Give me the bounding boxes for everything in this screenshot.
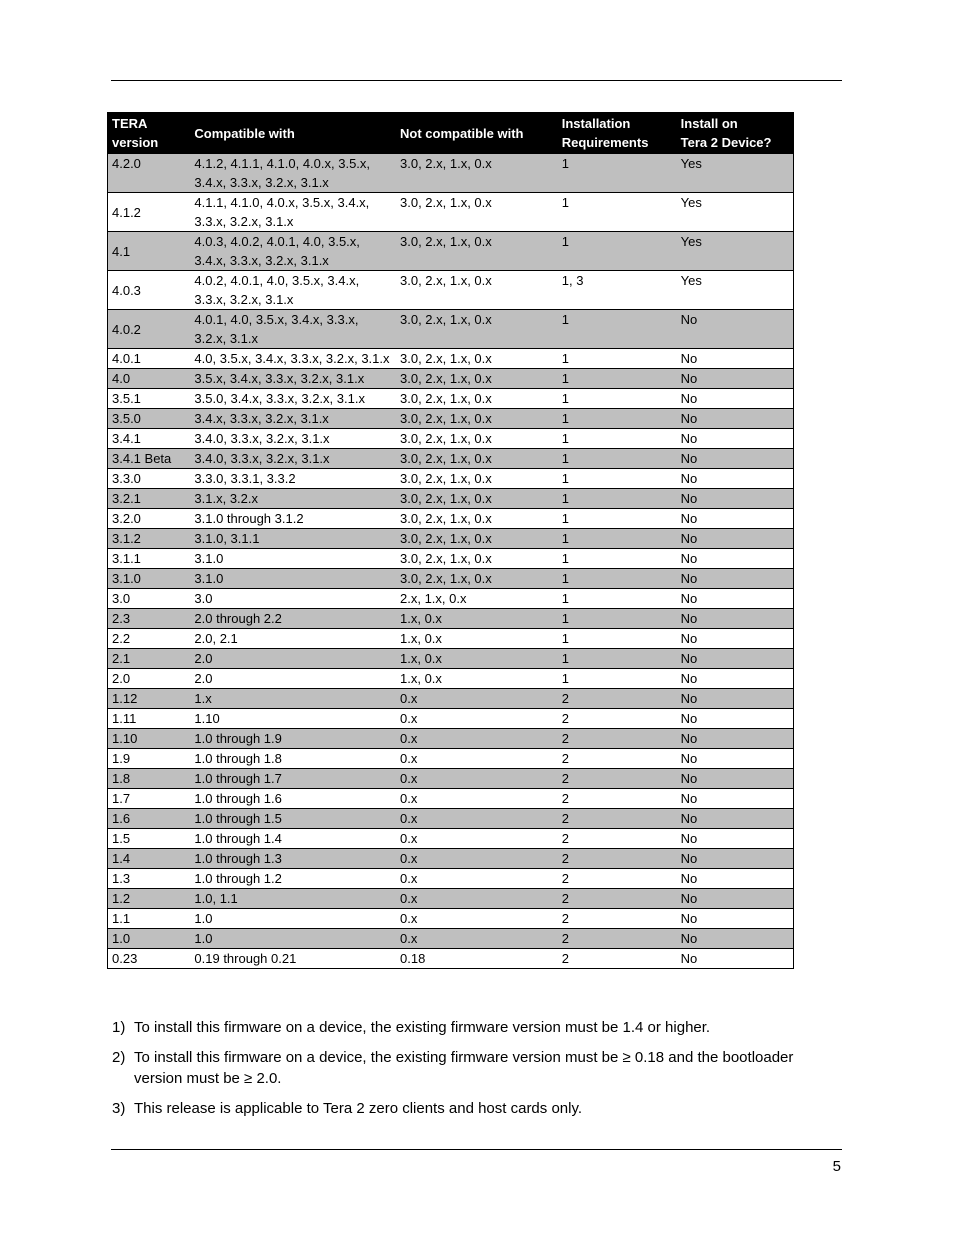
- tera2-cell: No: [677, 789, 794, 809]
- compatible-cell: 3.0: [190, 589, 396, 609]
- table-row: [108, 629, 794, 649]
- table-row: [108, 789, 794, 809]
- version-cell: 4.0.3: [108, 271, 191, 310]
- compatible-cell: 1.0 through 1.6: [190, 789, 396, 809]
- column-header: [190, 113, 396, 154]
- compatible-cell: 4.0, 3.5.x, 3.4.x, 3.3.x, 3.2.x, 3.1.x: [190, 349, 396, 369]
- version-cell: 4.2.0: [108, 154, 191, 193]
- not-compatible-cell: 3.0, 2.x, 1.x, 0.x: [396, 349, 558, 369]
- not-compatible-cell: 0.x: [396, 809, 558, 829]
- tera2-cell: Yes: [677, 271, 794, 310]
- requirements-cell: 2: [558, 849, 677, 869]
- table-row: [108, 389, 794, 409]
- tera2-cell: No: [677, 449, 794, 469]
- table-body: [108, 154, 794, 969]
- header-row: [108, 113, 794, 154]
- requirements-cell: 2: [558, 829, 677, 849]
- compatible-cell: 2.0: [190, 669, 396, 689]
- requirements-cell: 1: [558, 669, 677, 689]
- not-compatible-cell: 0.x: [396, 909, 558, 929]
- table-row: [108, 929, 794, 949]
- version-cell: 3.0: [108, 589, 191, 609]
- tera2-cell: No: [677, 569, 794, 589]
- table-row: [108, 569, 794, 589]
- not-compatible-cell: 1.x, 0.x: [396, 609, 558, 629]
- requirements-cell: 1: [558, 569, 677, 589]
- tera2-cell: No: [677, 769, 794, 789]
- version-cell: 2.3: [108, 609, 191, 629]
- version-cell: 3.5.1: [108, 389, 191, 409]
- not-compatible-cell: 3.0, 2.x, 1.x, 0.x: [396, 369, 558, 389]
- compatible-cell: 4.1.2, 4.1.1, 4.1.0, 4.0.x, 3.5.x, 3.4.x, 3.3.x, 3.2.x, 3.1.x: [190, 154, 396, 193]
- table-row: [108, 909, 794, 929]
- version-cell: 1.8: [108, 769, 191, 789]
- footnote-number: 2): [112, 1049, 126, 1066]
- not-compatible-cell: 3.0, 2.x, 1.x, 0.x: [396, 549, 558, 569]
- table-row: [108, 669, 794, 689]
- column-header-line: version: [112, 135, 159, 150]
- tera2-cell: No: [677, 689, 794, 709]
- version-cell: 3.4.1: [108, 429, 191, 449]
- table-row: [108, 369, 794, 389]
- compatible-cell: 1.0 through 1.4: [190, 829, 396, 849]
- not-compatible-cell: 3.0, 2.x, 1.x, 0.x: [396, 529, 558, 549]
- requirements-cell: 2: [558, 689, 677, 709]
- requirements-cell: 1: [558, 429, 677, 449]
- tera2-cell: No: [677, 310, 794, 349]
- column-header: [677, 113, 794, 154]
- compatible-cell: 1.x: [190, 689, 396, 709]
- version-cell: 3.4.1 Beta: [108, 449, 191, 469]
- footnotes-list: [112, 1017, 842, 1128]
- requirements-cell: 2: [558, 949, 677, 969]
- tera2-cell: No: [677, 669, 794, 689]
- page-number: 5: [832, 1158, 841, 1175]
- column-header-line: Install on: [680, 116, 738, 131]
- compatible-cell: 1.0 through 1.7: [190, 769, 396, 789]
- compatible-cell: 4.0.3, 4.0.2, 4.0.1, 4.0, 3.5.x, 3.4.x, 3.3.x, 3.2.x, 3.1.x: [190, 232, 396, 271]
- requirements-cell: 1, 3: [558, 271, 677, 310]
- tera2-cell: No: [677, 349, 794, 369]
- column-header-line: Not compatible with: [400, 125, 524, 141]
- version-cell: 4.1: [108, 232, 191, 271]
- table-row: [108, 232, 794, 271]
- version-cell: 4.0.1: [108, 349, 191, 369]
- table-row: [108, 489, 794, 509]
- table-row: [108, 869, 794, 889]
- table-row: [108, 849, 794, 869]
- table-row: [108, 709, 794, 729]
- compatible-cell: 2.0, 2.1: [190, 629, 396, 649]
- footnote-number: 1): [112, 1019, 126, 1036]
- not-compatible-cell: 1.x, 0.x: [396, 669, 558, 689]
- requirements-cell: 1: [558, 232, 677, 271]
- compatible-cell: 1.0: [190, 929, 396, 949]
- tera2-cell: No: [677, 749, 794, 769]
- compatible-cell: 1.0 through 1.9: [190, 729, 396, 749]
- table-row: [108, 729, 794, 749]
- compatible-cell: 3.4.0, 3.3.x, 3.2.x, 3.1.x: [190, 429, 396, 449]
- not-compatible-cell: 0.x: [396, 789, 558, 809]
- table-row: [108, 749, 794, 769]
- table-row: [108, 549, 794, 569]
- table-row: [108, 809, 794, 829]
- column-header: [396, 113, 558, 154]
- table-row: [108, 889, 794, 909]
- column-header: [108, 113, 191, 154]
- table-row: [108, 349, 794, 369]
- header-rule: [111, 80, 842, 81]
- footnote-text: To install this firmware on a device, the existing firmware version must be ≥ 0.18 and the bootloader version must be ≥ 2.0.: [134, 1049, 794, 1087]
- compatible-cell: 3.1.0: [190, 569, 396, 589]
- footnote-text: This release is applicable to Tera 2 zero clients and host cards only.: [134, 1100, 583, 1117]
- footnote-number: 3): [112, 1100, 126, 1117]
- not-compatible-cell: 0.x: [396, 889, 558, 909]
- not-compatible-cell: 3.0, 2.x, 1.x, 0.x: [396, 429, 558, 449]
- version-cell: 1.9: [108, 749, 191, 769]
- tera2-cell: Yes: [677, 154, 794, 193]
- version-cell: 1.2: [108, 889, 191, 909]
- footnote-item: [112, 1017, 842, 1038]
- not-compatible-cell: 0.x: [396, 749, 558, 769]
- compatible-cell: 3.4.0, 3.3.x, 3.2.x, 3.1.x: [190, 449, 396, 469]
- version-cell: 1.7: [108, 789, 191, 809]
- requirements-cell: 1: [558, 193, 677, 232]
- version-cell: 3.5.0: [108, 409, 191, 429]
- compatible-cell: 3.1.0 through 3.1.2: [190, 509, 396, 529]
- column-header: [558, 113, 677, 154]
- requirements-cell: 2: [558, 789, 677, 809]
- tera2-cell: No: [677, 509, 794, 529]
- compatible-cell: 1.10: [190, 709, 396, 729]
- requirements-cell: 1: [558, 489, 677, 509]
- version-cell: 2.2: [108, 629, 191, 649]
- requirements-cell: 1: [558, 529, 677, 549]
- tera2-cell: No: [677, 549, 794, 569]
- tera2-cell: No: [677, 529, 794, 549]
- tera2-cell: No: [677, 429, 794, 449]
- compatible-cell: 4.0.2, 4.0.1, 4.0, 3.5.x, 3.4.x, 3.3.x, 3.2.x, 3.1.x: [190, 271, 396, 310]
- requirements-cell: 1: [558, 449, 677, 469]
- compatible-cell: 3.5.0, 3.4.x, 3.3.x, 3.2.x, 3.1.x: [190, 389, 396, 409]
- not-compatible-cell: 3.0, 2.x, 1.x, 0.x: [396, 193, 558, 232]
- requirements-cell: 2: [558, 769, 677, 789]
- version-cell: 2.0: [108, 669, 191, 689]
- tera2-cell: No: [677, 829, 794, 849]
- not-compatible-cell: 3.0, 2.x, 1.x, 0.x: [396, 389, 558, 409]
- column-header-line: Requirements: [561, 135, 649, 150]
- requirements-cell: 1: [558, 589, 677, 609]
- table-row: [108, 193, 794, 232]
- requirements-cell: 1: [558, 369, 677, 389]
- table-row: [108, 509, 794, 529]
- requirements-cell: 1: [558, 649, 677, 669]
- not-compatible-cell: 3.0, 2.x, 1.x, 0.x: [396, 409, 558, 429]
- requirements-cell: 1: [558, 349, 677, 369]
- version-cell: 4.0: [108, 369, 191, 389]
- compatible-cell: 1.0 through 1.2: [190, 869, 396, 889]
- compatible-cell: 3.5.x, 3.4.x, 3.3.x, 3.2.x, 3.1.x: [190, 369, 396, 389]
- version-cell: 1.10: [108, 729, 191, 749]
- requirements-cell: 2: [558, 809, 677, 829]
- not-compatible-cell: 3.0, 2.x, 1.x, 0.x: [396, 449, 558, 469]
- compatibility-table: [107, 112, 794, 969]
- table-header: [108, 113, 794, 154]
- version-cell: 3.1.2: [108, 529, 191, 549]
- table-row: [108, 829, 794, 849]
- not-compatible-cell: 0.18: [396, 949, 558, 969]
- table-row: [108, 949, 794, 969]
- table-row: [108, 769, 794, 789]
- tera2-cell: Yes: [677, 193, 794, 232]
- version-cell: 4.0.2: [108, 310, 191, 349]
- compatible-cell: 3.3.0, 3.3.1, 3.3.2: [190, 469, 396, 489]
- version-cell: 3.3.0: [108, 469, 191, 489]
- footer-rule: [111, 1149, 842, 1150]
- tera2-cell: No: [677, 909, 794, 929]
- not-compatible-cell: 2.x, 1.x, 0.x: [396, 589, 558, 609]
- requirements-cell: 2: [558, 909, 677, 929]
- requirements-cell: 2: [558, 729, 677, 749]
- not-compatible-cell: 0.x: [396, 829, 558, 849]
- table-row: [108, 429, 794, 449]
- not-compatible-cell: 3.0, 2.x, 1.x, 0.x: [396, 509, 558, 529]
- tera2-cell: No: [677, 809, 794, 829]
- compatible-cell: 4.1.1, 4.1.0, 4.0.x, 3.5.x, 3.4.x, 3.3.x, 3.2.x, 3.1.x: [190, 193, 396, 232]
- compatible-cell: 1.0: [190, 909, 396, 929]
- compatible-cell: 3.4.x, 3.3.x, 3.2.x, 3.1.x: [190, 409, 396, 429]
- not-compatible-cell: 0.x: [396, 689, 558, 709]
- not-compatible-cell: 0.x: [396, 849, 558, 869]
- version-cell: 1.1: [108, 909, 191, 929]
- version-cell: 2.1: [108, 649, 191, 669]
- not-compatible-cell: 3.0, 2.x, 1.x, 0.x: [396, 469, 558, 489]
- requirements-cell: 1: [558, 549, 677, 569]
- not-compatible-cell: 3.0, 2.x, 1.x, 0.x: [396, 154, 558, 193]
- table-row: [108, 589, 794, 609]
- compatible-cell: 2.0 through 2.2: [190, 609, 396, 629]
- column-header-line: TERA: [112, 116, 148, 131]
- requirements-cell: 1: [558, 389, 677, 409]
- version-cell: 3.1.0: [108, 569, 191, 589]
- version-cell: 4.1.2: [108, 193, 191, 232]
- requirements-cell: 2: [558, 889, 677, 909]
- requirements-cell: 2: [558, 869, 677, 889]
- version-cell: 1.6: [108, 809, 191, 829]
- compatible-cell: 4.0.1, 4.0, 3.5.x, 3.4.x, 3.3.x, 3.2.x, 3.1.x: [190, 310, 396, 349]
- tera2-cell: No: [677, 409, 794, 429]
- not-compatible-cell: 0.x: [396, 769, 558, 789]
- not-compatible-cell: 3.0, 2.x, 1.x, 0.x: [396, 310, 558, 349]
- compatible-cell: 1.0 through 1.5: [190, 809, 396, 829]
- compatible-cell: 3.1.0, 3.1.1: [190, 529, 396, 549]
- table-row: [108, 469, 794, 489]
- version-cell: 0.23: [108, 949, 191, 969]
- not-compatible-cell: 1.x, 0.x: [396, 649, 558, 669]
- requirements-cell: 2: [558, 929, 677, 949]
- version-cell: 1.5: [108, 829, 191, 849]
- version-cell: 3.2.1: [108, 489, 191, 509]
- requirements-cell: 1: [558, 409, 677, 429]
- tera2-cell: No: [677, 609, 794, 629]
- table-row: [108, 449, 794, 469]
- not-compatible-cell: 3.0, 2.x, 1.x, 0.x: [396, 232, 558, 271]
- tera2-cell: No: [677, 949, 794, 969]
- not-compatible-cell: 0.x: [396, 929, 558, 949]
- version-cell: 1.4: [108, 849, 191, 869]
- table-row: [108, 271, 794, 310]
- not-compatible-cell: 0.x: [396, 869, 558, 889]
- not-compatible-cell: 3.0, 2.x, 1.x, 0.x: [396, 569, 558, 589]
- tera2-cell: No: [677, 729, 794, 749]
- compatible-cell: 1.0 through 1.3: [190, 849, 396, 869]
- tera2-cell: No: [677, 709, 794, 729]
- tera2-cell: No: [677, 649, 794, 669]
- tera2-cell: No: [677, 369, 794, 389]
- requirements-cell: 1: [558, 629, 677, 649]
- column-header-line: Installation: [561, 116, 631, 131]
- tera2-cell: No: [677, 469, 794, 489]
- tera2-cell: No: [677, 629, 794, 649]
- version-cell: 3.2.0: [108, 509, 191, 529]
- tera2-cell: Yes: [677, 232, 794, 271]
- footnote-text: To install this firmware on a device, the existing firmware version must be 1.4 or higher.: [134, 1019, 711, 1036]
- table-row: [108, 689, 794, 709]
- compatible-cell: 1.0, 1.1: [190, 889, 396, 909]
- tera2-cell: No: [677, 389, 794, 409]
- table-row: [108, 154, 794, 193]
- not-compatible-cell: 0.x: [396, 709, 558, 729]
- compatible-cell: 3.1.0: [190, 549, 396, 569]
- compatible-cell: 0.19 through 0.21: [190, 949, 396, 969]
- table-row: [108, 310, 794, 349]
- table-row: [108, 649, 794, 669]
- tera2-cell: No: [677, 489, 794, 509]
- tera2-cell: No: [677, 869, 794, 889]
- requirements-cell: 1: [558, 469, 677, 489]
- not-compatible-cell: 3.0, 2.x, 1.x, 0.x: [396, 271, 558, 310]
- requirements-cell: 1: [558, 154, 677, 193]
- compatible-cell: 2.0: [190, 649, 396, 669]
- requirements-cell: 1: [558, 609, 677, 629]
- tera2-cell: No: [677, 589, 794, 609]
- version-cell: 1.11: [108, 709, 191, 729]
- table-row: [108, 529, 794, 549]
- not-compatible-cell: 0.x: [396, 729, 558, 749]
- requirements-cell: 2: [558, 709, 677, 729]
- compatible-cell: 3.1.x, 3.2.x: [190, 489, 396, 509]
- version-cell: 1.0: [108, 929, 191, 949]
- table-row: [108, 409, 794, 429]
- tera2-cell: No: [677, 929, 794, 949]
- compatible-cell: 1.0 through 1.8: [190, 749, 396, 769]
- version-cell: 1.12: [108, 689, 191, 709]
- footnote-item: [112, 1098, 842, 1119]
- column-header-line: Tera 2 Device?: [680, 135, 772, 150]
- requirements-cell: 1: [558, 509, 677, 529]
- version-cell: 1.3: [108, 869, 191, 889]
- tera2-cell: No: [677, 889, 794, 909]
- version-cell: 3.1.1: [108, 549, 191, 569]
- tera2-cell: No: [677, 849, 794, 869]
- not-compatible-cell: 3.0, 2.x, 1.x, 0.x: [396, 489, 558, 509]
- not-compatible-cell: 1.x, 0.x: [396, 629, 558, 649]
- requirements-cell: 2: [558, 749, 677, 769]
- footnote-item: [112, 1047, 842, 1089]
- column-header-line: Compatible with: [194, 125, 295, 141]
- table-row: [108, 609, 794, 629]
- requirements-cell: 1: [558, 310, 677, 349]
